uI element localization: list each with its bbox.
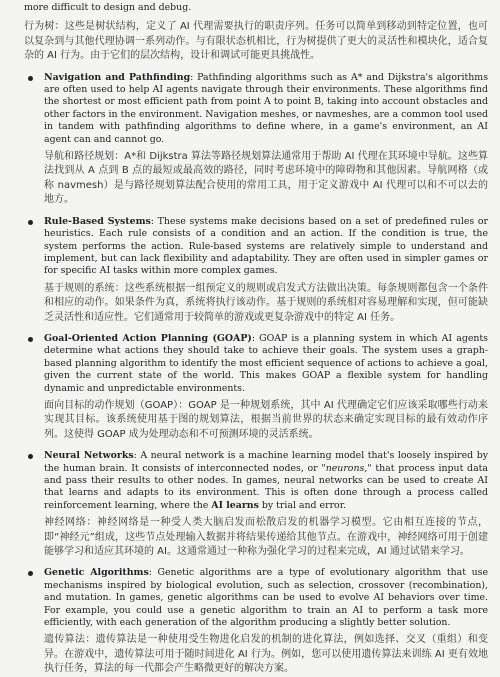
item-en	[44, 216, 488, 278]
item-body: : These systems make decisions based on a set of predefined rules or heuristics. Each rule consists of a condition and an action. If the condition is true, the system performs the action. Rule-based systems are relatively simple to understand and implement, but can lack flexibility and adaptability. They are often used in simpler games or for specific AI tasks within more complex games.	[44, 215, 488, 277]
item-zh: 遗传算法：遗传算法是一种使用受生物进化启发的机制的进化算法，例如选择、交叉（重组）和变异。在游戏中，遗传算法可用于随时间进化 AI 行为。例如，您可以使用遗传算法来训练 AI 更有效地执行任务，算法的每一代都会产生略微更好的解决方案。	[44, 634, 488, 675]
list-item-navigation	[24, 72, 488, 208]
intro-zh: 行为树：这些是树状结构，定义了 AI 代理需要执行的职责序列。任务可以简单到移动到特定位置，也可以复杂到与其他代理协调一系列动作。与有限状态机相比，行为树提供了更大的灵活性和模块化，适合复杂的 AI 行为。由于它们的层次结构，设计和调试可能更具挑战性。	[24, 21, 488, 62]
ai-techniques-list	[24, 72, 488, 677]
item-body-c: by trial and error.	[258, 499, 347, 511]
bullet-icon	[28, 337, 33, 342]
bullet-icon	[28, 220, 33, 225]
item-zh: 基于规则的系统：这些系统根据一组预定义的规则或启发式方法做出决策。每条规则都包含一个条件和相应的动作。如果条件为真，系统将执行该动作。基于规则的系统相对容易理解和实现，但可能缺乏灵活性和适应性。它们通常用于较简单的游戏或更复杂游戏中的特定 AI 任务。	[44, 282, 488, 323]
list-item-neural-networks	[24, 450, 488, 559]
item-term: Neural Networks	[44, 450, 134, 462]
item-en	[44, 567, 488, 629]
list-item-goap	[24, 333, 488, 442]
item-body: : Pathfinding algorithms such as A* and Dijkstra's algorithms are often used to help AI agents navigate through their environments. These algorithms find the shortest or most efficient path from point A to point B, taking into account obstacles and other factors in the environment. Navigation meshes, or navmeshes, are a common tool used in tandem with pathfinding algorithms to define where, in a game's environment, an AI agent can and cannot go.	[44, 71, 488, 145]
item-en	[44, 333, 488, 395]
document-page	[0, 2, 500, 677]
item-body-b: that process input data and pass their results to other nodes. In games, neural networks can be used to create AI that learns and adapts to its environment. This is often done through a process called reinforcement learning, where the	[44, 462, 489, 511]
intro-en-tail: more difficult to design and debug.	[24, 2, 192, 13]
bullet-icon	[28, 571, 33, 576]
item-body-italic: "neurons,"	[321, 462, 372, 474]
item-body-a: : A neural network is a machine learning model that's loosely inspired by the human brain. It consists of interconnected nodes, or	[44, 450, 488, 474]
list-item-genetic-algorithms	[24, 567, 488, 676]
bullet-icon	[28, 454, 33, 459]
item-body: : Genetic algorithms are a type of evolutionary algorithm that use mechanisms inspired by biological evolution, such as selection, crossover (recombination), and mutation. In games, genetic algorithms can be used to evolve AI behaviors over time. For example, you could use a genetic algorithm to train an AI to perform a task more efficiently, with each generation of the algorithm producing a slightly better solution.	[44, 567, 489, 629]
list-item-rule-based	[24, 216, 488, 325]
item-en	[44, 450, 488, 512]
item-zh: 导航和路径规划：A*和 Dijkstra 算法等路径规划算法通常用于帮助 AI 代理在其环境中导航。这些算法找到从 A 点到 B 点的最短或最高效的路径，同时考虑环境中的障碍物和其他因素。导航网格（或称 navmesh）是与路径规划算法配合使用的常用工具，用于定义游戏中 AI 代理可以和不可以去的地方。	[44, 151, 488, 206]
bullet-icon	[28, 76, 33, 81]
item-zh: 面向目标的动作规划（GOAP）：GOAP 是一种规划系统，其中 AI 代理确定它们应该采取哪些行动来实现其目标。该系统使用基于图的规划算法，根据当前世界的状态来确定实现目标的最有效动作序列。这使得 GOAP 成为处理动态和不可预测环境的灵活系统。	[44, 399, 488, 440]
item-body: : GOAP is a planning system in which AI agents determine what actions they should take to achieve their goals. The system uses a graph-based planning algorithm to identify the most efficient sequence of actions to achieve a goal, given the current state of the world. This makes GOAP a flexible system for handling dynamic and unpredictable environments.	[44, 332, 488, 394]
item-en	[44, 72, 488, 146]
item-term: Navigation and Pathfinding	[44, 71, 191, 83]
item-term: Rule-Based Systems	[44, 215, 151, 227]
item-zh: 神经网络：神经网络是一种受人类大脑启发而松散启发的机器学习模型。它由相互连接的节点，即“神经元”组成，这些节点处理输入数据并将结果传递给其他节点。在游戏中，神经网络可用于创建能够学习和适应其环境的 AI。这通常通过一种称为强化学习的过程来完成，AI 通过试错来学习。	[44, 517, 488, 558]
item-term: Goal-Oriented Action Planning (GOAP)	[44, 332, 252, 344]
item-body-highlight: AI learns	[211, 499, 259, 511]
item-term: Genetic Algorithms	[44, 567, 149, 579]
